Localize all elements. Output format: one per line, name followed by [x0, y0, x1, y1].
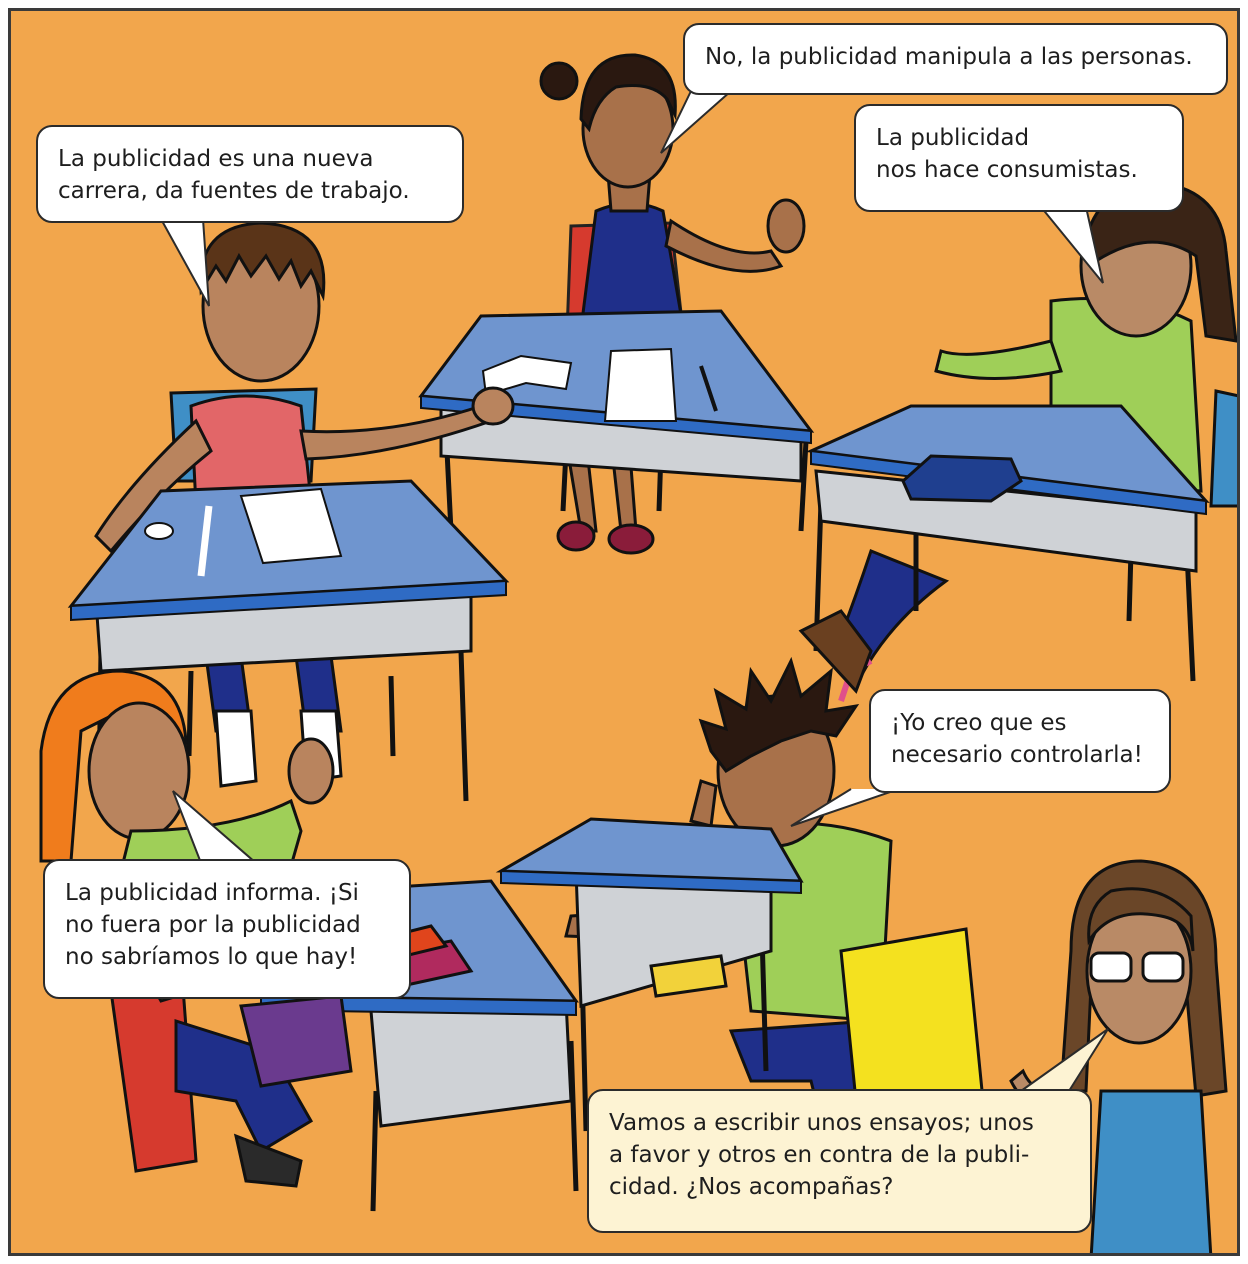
- bubble-line: necesario controlarla!: [891, 742, 1143, 768]
- bubble-line: ¡Yo creo que es: [891, 710, 1067, 736]
- bubble-line: nos hace consumistas.: [876, 157, 1138, 183]
- bubble-line: carrera, da fuentes de trabajo.: [58, 178, 410, 204]
- bubble-line: Vamos a escribir unos ensayos; unos: [609, 1110, 1034, 1136]
- comic-panel: [8, 8, 1240, 1256]
- bubble-line: La publicidad: [876, 125, 1030, 151]
- speech-bubble-top-center: [683, 23, 1228, 95]
- speech-bubble-teacher: [587, 1089, 1092, 1233]
- speech-bubble-bottom-left: [43, 859, 411, 999]
- bubble-line: cidad. ¿Nos acompañas?: [609, 1174, 894, 1200]
- bubble-line: No, la publicidad manipula a las personas.: [705, 44, 1193, 70]
- bubble-line: a favor y otros en contra de la publi-: [609, 1142, 1030, 1168]
- bubble-line: no fuera por la publicidad: [65, 912, 361, 938]
- bubble-line: no sabríamos lo que hay!: [65, 944, 358, 970]
- speech-bubble-middle-right: [869, 689, 1171, 793]
- bubble-line: La publicidad informa. ¡Si: [65, 880, 359, 906]
- speech-bubble-top-right: [854, 104, 1184, 212]
- speech-bubble-top-left: [36, 125, 464, 223]
- bubble-line: La publicidad es una nueva: [58, 146, 374, 172]
